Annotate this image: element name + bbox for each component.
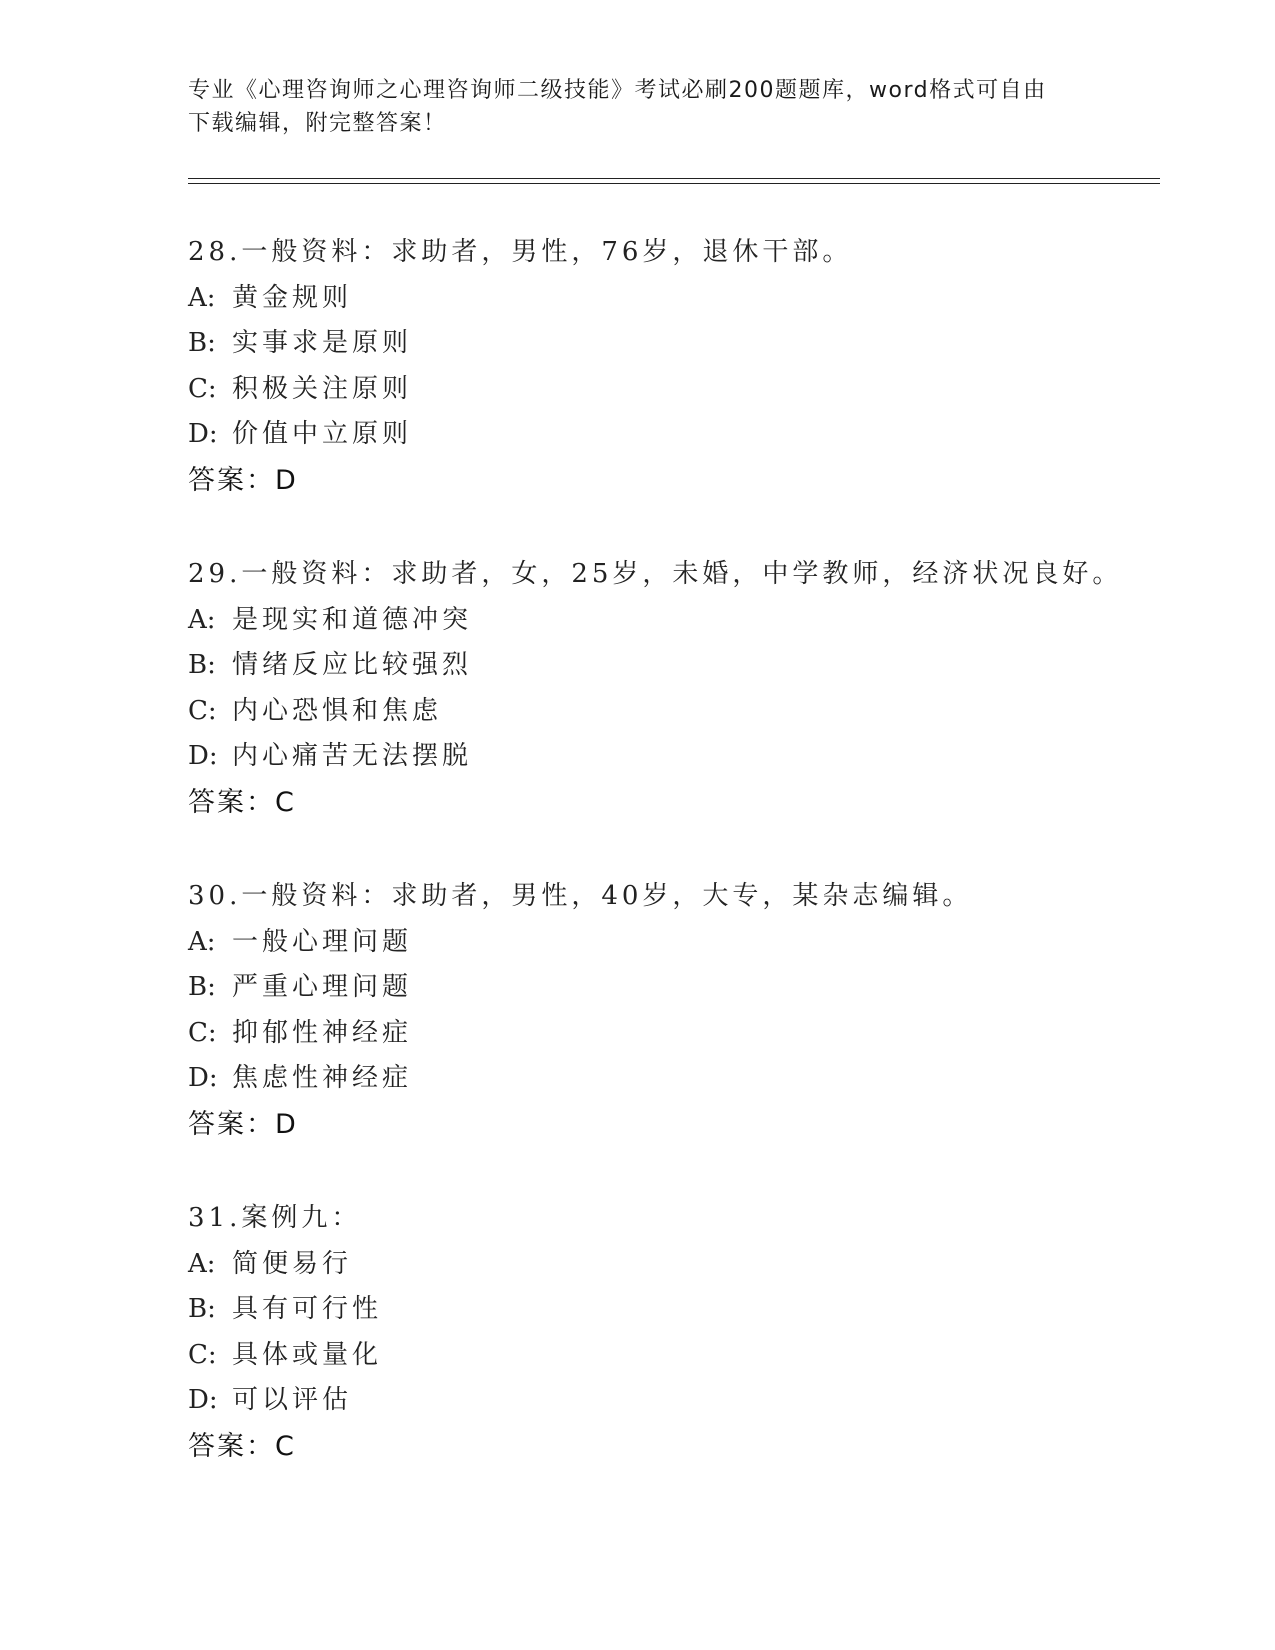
option-a: [188, 598, 1148, 644]
question-block: [188, 552, 1148, 825]
option-letter: A:: [188, 1248, 216, 1279]
option-c: [188, 1011, 1148, 1057]
document-header: 专业《心理咨询师之心理咨询师二级技能》考试必刷200题题库，word格式可自由下载编辑，附完整答案！: [188, 78, 1047, 136]
option-letter: A:: [188, 282, 216, 313]
option-letter: B:: [188, 328, 216, 358]
option-text: 积极关注原则: [232, 373, 413, 404]
option-text: 一般心理问题: [232, 926, 413, 957]
question-stem: 29.一般资料：求助者，女，25岁，未婚，中学教师，经济状况良好。: [188, 559, 1123, 589]
option-a: [188, 920, 1148, 966]
option-letter: B:: [188, 972, 216, 1002]
option-b: [188, 643, 1148, 689]
option-text: 焦虑性神经症: [232, 1063, 413, 1093]
question-block: [188, 1196, 1148, 1469]
option-letter: A:: [188, 604, 216, 635]
option-d: [188, 1378, 1148, 1424]
option-text: 严重心理问题: [232, 972, 413, 1002]
option-letter: D:: [188, 741, 218, 771]
question-stem: 30.一般资料：求助者，男性，40岁，大专，某杂志编辑。: [188, 881, 973, 911]
option-text: 价值中立原则: [232, 419, 413, 449]
answer-line: 答案：C: [188, 786, 296, 818]
option-c: [188, 367, 1148, 413]
option-letter: C:: [188, 1339, 217, 1370]
option-text: 具有可行性: [232, 1294, 383, 1324]
option-letter: D:: [188, 1063, 218, 1093]
option-letter: B:: [188, 1294, 216, 1324]
option-a: [188, 1242, 1148, 1288]
option-letter: C:: [188, 695, 217, 726]
header-divider-top: [188, 178, 1160, 179]
option-text: 是现实和道德冲突: [232, 604, 473, 635]
option-d: [188, 412, 1148, 458]
option-text: 黄金规则: [232, 282, 353, 313]
option-a: [188, 276, 1148, 322]
option-text: 内心痛苦无法摆脱: [232, 741, 473, 771]
option-text: 内心恐惧和焦虑: [232, 695, 443, 726]
question-stem: 31.案例九：: [188, 1203, 362, 1233]
option-text: 情绪反应比较强烈: [232, 650, 473, 680]
option-b: [188, 321, 1148, 367]
option-text: 可以评估: [232, 1385, 353, 1415]
option-text: 实事求是原则: [232, 328, 413, 358]
option-letter: A:: [188, 926, 216, 957]
question-stem: 28.一般资料：求助者，男性，76岁，退休干部。: [188, 237, 853, 267]
option-d: [188, 734, 1148, 780]
option-letter: D:: [188, 419, 218, 449]
option-c: [188, 1333, 1148, 1379]
option-letter: D:: [188, 1385, 218, 1415]
option-text: 具体或量化: [232, 1339, 383, 1370]
answer-line: 答案：D: [188, 1108, 298, 1140]
answer-line: 答案：C: [188, 1430, 296, 1462]
option-d: [188, 1056, 1148, 1102]
question-block: [188, 230, 1148, 503]
answer-line: 答案：D: [188, 464, 298, 496]
option-letter: C:: [188, 373, 217, 404]
option-letter: C:: [188, 1017, 217, 1048]
header-divider-bottom: [188, 183, 1160, 184]
option-text: 简便易行: [232, 1248, 353, 1279]
option-text: 抑郁性神经症: [232, 1017, 413, 1048]
option-b: [188, 965, 1148, 1011]
option-c: [188, 689, 1148, 735]
option-letter: B:: [188, 650, 216, 680]
option-b: [188, 1287, 1148, 1333]
question-block: [188, 874, 1148, 1147]
